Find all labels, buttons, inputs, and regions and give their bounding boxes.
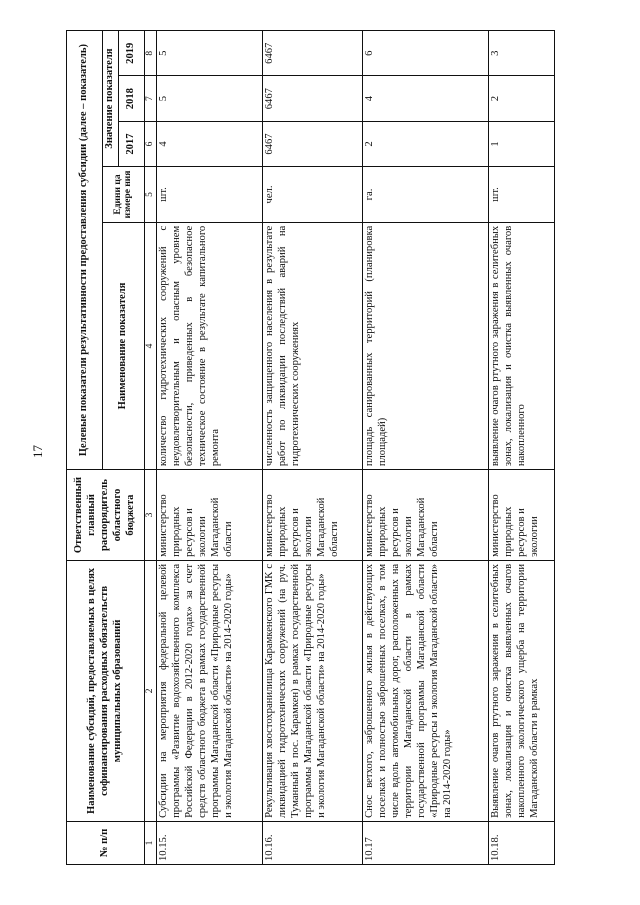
- header-unit: Едини ца измере ния: [103, 167, 145, 223]
- col-number: 4: [145, 222, 157, 469]
- indicator-name: площадь санированных территорий (планировка площадей): [363, 222, 489, 469]
- value-2017: 2: [363, 121, 489, 166]
- col-number: 1: [145, 821, 157, 864]
- header-year-2019: 2019: [119, 31, 145, 76]
- col-number: 6: [145, 121, 157, 166]
- col-number: 7: [145, 76, 157, 121]
- indicator-name: выявление очагов ртутного заражения в селитебных зонах, локализация и очистка выявленных очагов накопленного: [489, 222, 555, 469]
- header-year-2017: 2017: [119, 121, 145, 166]
- row-number: 10.17: [363, 821, 489, 864]
- col-number: 8: [145, 31, 157, 76]
- header-no: № п/п: [67, 821, 145, 864]
- table-row: [157, 31, 263, 865]
- subsidy-name: Рекультивация хвостохранилища Карамкенского ГМК с ликвидацией гидротехнических сооружений (на руч. Туманный в пос. Карамкен) в рамках государственной программы Магаданской области «Природные ресурсы и экология Магаданской области» на 2014-2020 годы»: [263, 560, 363, 821]
- table-row: [363, 31, 489, 865]
- row-number: 10.15.: [157, 821, 263, 864]
- value-2019: 6: [363, 31, 489, 76]
- header-admin: Ответственный главный распорядитель областного бюджета: [67, 470, 145, 561]
- page-number: 17: [30, 445, 45, 458]
- unit: га.: [363, 167, 489, 223]
- subsidy-name: Выявление очагов ртутного заражения в селитебных зонах, локализация и очистка выявленных очагов накопленного экологического ущерба на территории Магаданской области в рамках: [489, 560, 555, 821]
- header-values: Значение показателя: [103, 31, 119, 167]
- value-2018: 2: [489, 76, 555, 121]
- value-2018: 5: [157, 76, 263, 121]
- unit: шт.: [489, 167, 555, 223]
- value-2019: 3: [489, 31, 555, 76]
- subsidy-name: Снос ветхого, заброшенного жилья в действующих поселках и полностью заброшенных поселках, в том числе вдоль автомобильных дорог, расположенных на территории Магаданской области в рамках государственной программы Магаданской области «Природные ресурсы и экология Магаданской области» на 2014-2020 годы»: [363, 560, 489, 821]
- table-row: [263, 31, 363, 865]
- responsible-admin: министерство природных ресурсов и экологии: [489, 470, 555, 561]
- row-number: 10.16.: [263, 821, 363, 864]
- responsible-admin: министерство природных ресурсов и экологии Магаданской области: [263, 470, 363, 561]
- responsible-admin: министерство природных ресурсов и экологии Магаданской области: [363, 470, 489, 561]
- value-2018: 6467: [263, 76, 363, 121]
- header-year-2018: 2018: [119, 76, 145, 121]
- unit: чел.: [263, 167, 363, 223]
- table-row: [489, 31, 555, 865]
- col-number: 5: [145, 167, 157, 223]
- col-number: 2: [145, 560, 157, 821]
- responsible-admin: министерство природных ресурсов и экологии Магаданской области: [157, 470, 263, 561]
- row-number: 10.18.: [489, 821, 555, 864]
- value-2018: 4: [363, 76, 489, 121]
- header-subsidy: Наименование субсидий, предоставляемых в целях софинансирования расходных обязательств муниципальных образований: [67, 560, 145, 821]
- indicator-name: количество гидротехнических сооружений с неудовлетворительным и опасным уровнем безопасности, приведенных в безопасное техническое состояние в результате капитального ремонта: [157, 222, 263, 469]
- rotated-page: [66, 30, 616, 865]
- value-2019: 5: [157, 31, 263, 76]
- value-2017: 6467: [263, 121, 363, 166]
- value-2017: 4: [157, 121, 263, 166]
- unit: шт.: [157, 167, 263, 223]
- subsidy-table: [66, 30, 555, 865]
- col-number: 3: [145, 470, 157, 561]
- value-2017: 1: [489, 121, 555, 166]
- indicator-name: численность защищенного населения в результате работ по ликвидации последствий аварий на гидротехнических сооружениях: [263, 222, 363, 469]
- header-targets: Целевые показатели результативности предоставления субсидии (далее – показатель): [67, 31, 103, 470]
- value-2019: 6467: [263, 31, 363, 76]
- header-indicator: Наименование показателя: [103, 222, 145, 469]
- subsidy-name: Субсидии на мероприятия федеральной целевой программы «Развитие водохозяйственного комплекса Российской Федерации в 2012-2020 годах» за счет средств областного бюджета в рамках государственной программы Магаданской области «Природные ресурсы и экология Магаданской области» на 2014-2020 годы»: [157, 560, 263, 821]
